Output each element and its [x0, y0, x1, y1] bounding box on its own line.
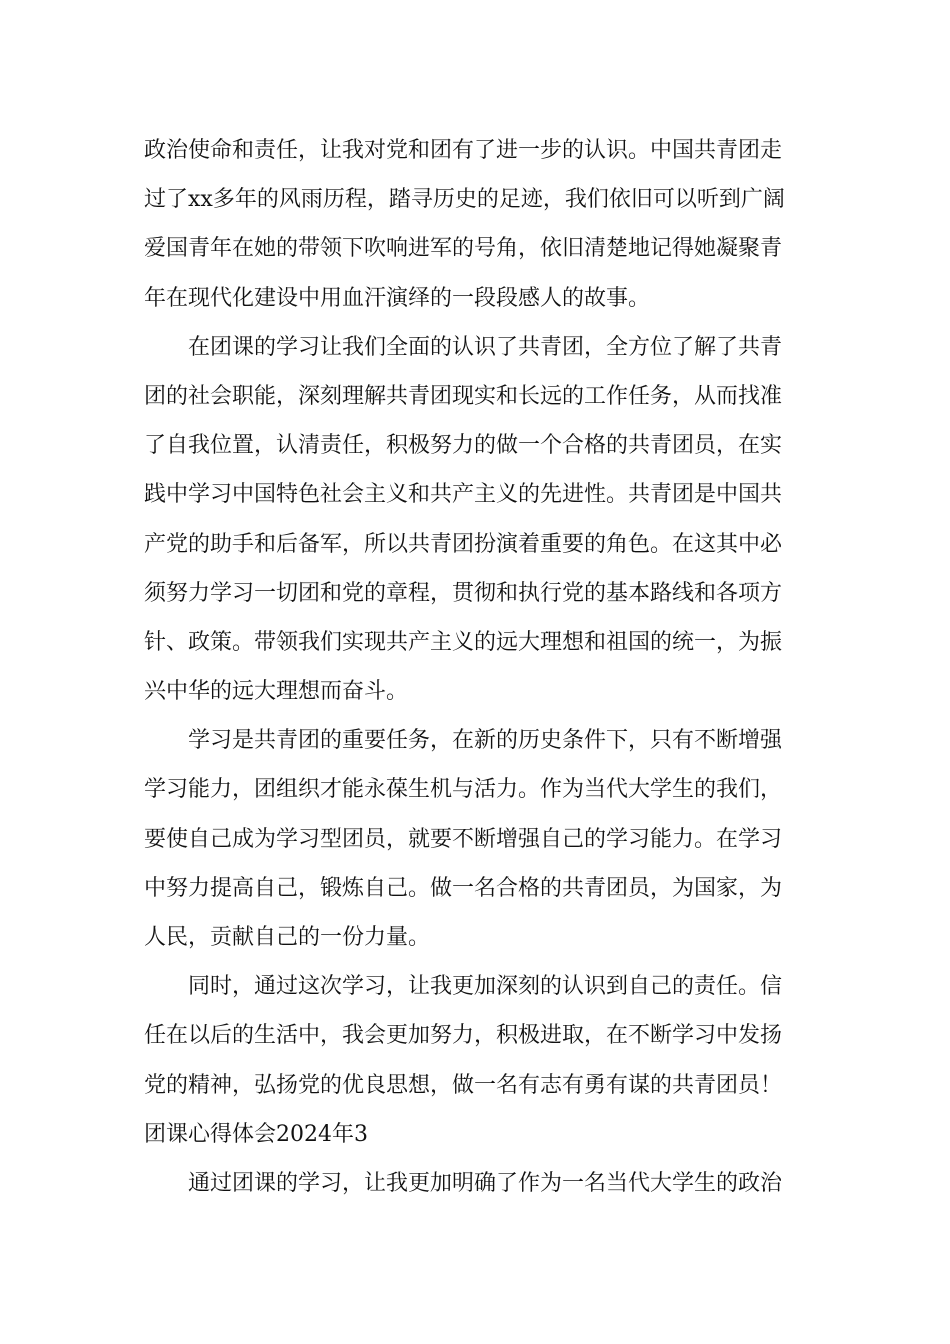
text-line: 人民，贡献自己的一份力量。 [144, 925, 431, 950]
text-line: 政治使命和责任，让我对党和团有了进一步的认识。中国共青团走 [144, 138, 783, 163]
text-line: 任在以后的生活中，我会更加努力，积极进取，在不断学习中发扬 [144, 1023, 783, 1049]
text-line: 了自我位置，认清责任，积极努力的做一个合格的共青团员，在实 [144, 433, 783, 459]
text-line: 须努力学习一切团和党的章程，贯彻和执行党的基本路线和各项方 [144, 580, 783, 606]
text-line: 学习能力，团组织才能永葆生机与活力。作为当代大学生的我们， [144, 777, 783, 803]
text-line: 践中学习中国特色社会主义和共产主义的先进性。共青团是中国共 [144, 482, 783, 508]
text-line: 团课心得体会2024年3 [144, 1121, 368, 1147]
paragraph-first-line: 学习是共青团的重要任务，在新的历史条件下，只有不断增强 [188, 728, 783, 754]
text-line: 兴中华的远大理想而奋斗。 [144, 679, 409, 705]
paragraph-first-line: 在团课的学习让我们全面的认识了共青团，全方位了解了共青 [188, 334, 783, 360]
text-line: 团的社会职能，深刻理解共青团现实和长远的工作任务，从而找准 [144, 383, 783, 409]
text-line: 年在现代化建设中用血汗演绎的一段段感人的故事。 [144, 285, 651, 311]
text-line: 要使自己成为学习型团员，就要不断增强自己的学习能力。在学习 [144, 826, 783, 852]
document-body [144, 126, 814, 1208]
paragraph-first-line: 通过团课的学习，让我更加明确了作为一名当代大学生的政治 [188, 1170, 783, 1196]
text-line: 中努力提高自己，锻炼自己。做一名合格的共青团员，为国家，为 [144, 875, 783, 901]
text-line: 过了xx多年的风雨历程，踏寻历史的足迹，我们依旧可以听到广阔 [144, 187, 785, 213]
text-line: 党的精神，弘扬党的优良思想，做一名有志有勇有谋的共青团员！ [144, 1072, 783, 1098]
text-line: 针、政策。带领我们实现共产主义的远大理想和祖国的统一，为振 [144, 629, 783, 655]
text-line: 产党的助手和后备军，所以共青团扮演着重要的角色。在这其中必 [144, 531, 783, 557]
paragraph-first-line: 同时，通过这次学习，让我更加深刻的认识到自己的责任。信 [188, 974, 783, 1000]
text-line: 爱国青年在她的带领下吹响进军的号角，依旧清楚地记得她凝聚青 [144, 236, 783, 262]
